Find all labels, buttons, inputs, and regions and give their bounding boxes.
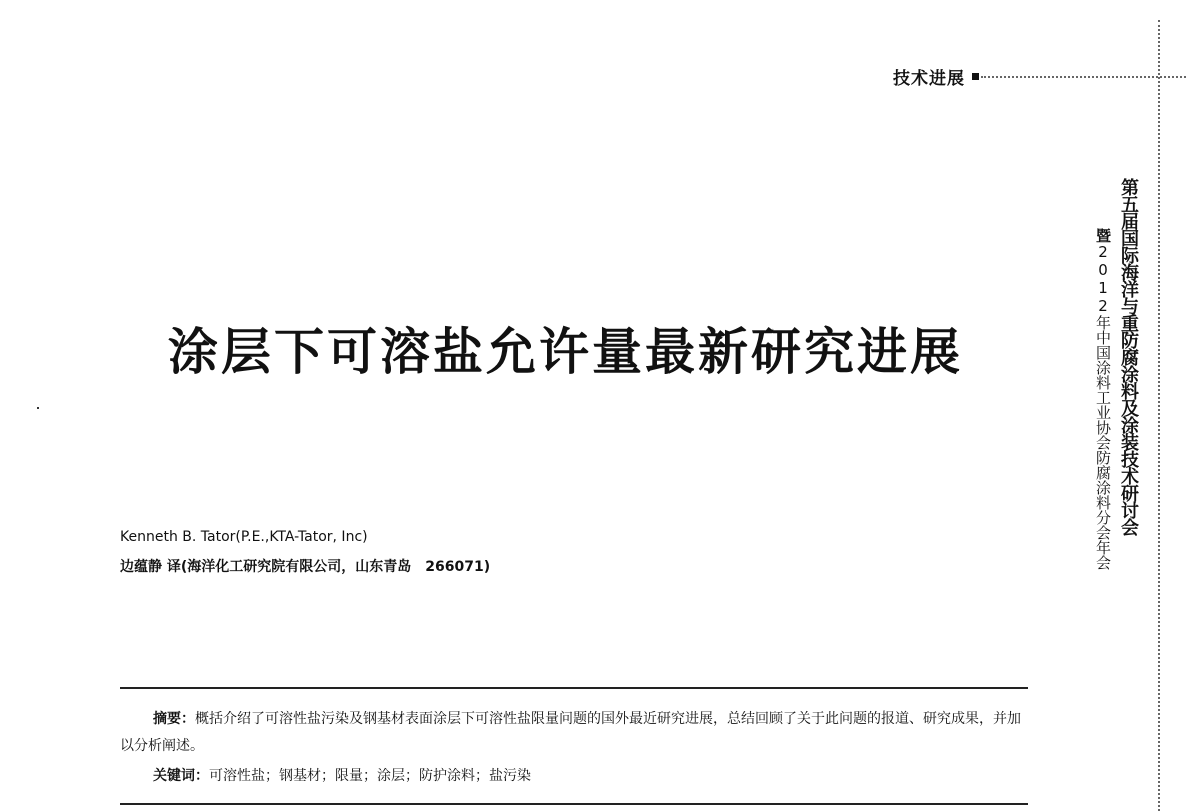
- author-english: Kenneth B. Tator(P.E.,KTA-Tator, Inc): [120, 529, 368, 545]
- section-header: [893, 64, 1186, 89]
- conference-subtitle: 2012年中国涂料工业协会防腐涂料分会年会: [1094, 243, 1112, 570]
- keywords: [153, 765, 531, 785]
- keywords-label: 关键词：: [153, 768, 209, 784]
- author-chinese: 边蕴静 译(海洋化工研究院有限公司，山东青岛 266071): [120, 559, 491, 575]
- header-dotted-line: [981, 76, 1186, 78]
- conference-mark: 暨: [1094, 228, 1112, 243]
- conference-title-line2: [1094, 228, 1111, 570]
- abstract-label: 摘要：: [153, 711, 195, 727]
- abstract: [120, 706, 1028, 760]
- abstract-text: 概括介绍了可溶性盐污染及钢基材表面涂层下可溶性盐限量问题的国外最近研究进展，总结回顾了关于此问题的报道、研究成果，并加以分析阐述。: [120, 711, 1021, 754]
- article-title: 涂层下可溶盐允许量最新研究进展: [168, 322, 963, 381]
- conference-title-line1: 第五届国际海洋与重防腐涂料及涂装技术研讨会: [1118, 178, 1139, 535]
- stray-dot: [37, 407, 39, 409]
- margin-dotted-line: [1158, 20, 1160, 811]
- abstract-top-rule: [120, 687, 1028, 689]
- section-label: 技术进展: [893, 69, 965, 89]
- square-bullet-icon: [972, 73, 979, 80]
- keywords-text: 可溶性盐；钢基材；限量；涂层；防护涂料；盐污染: [209, 768, 531, 784]
- abstract-bottom-rule: [120, 803, 1028, 805]
